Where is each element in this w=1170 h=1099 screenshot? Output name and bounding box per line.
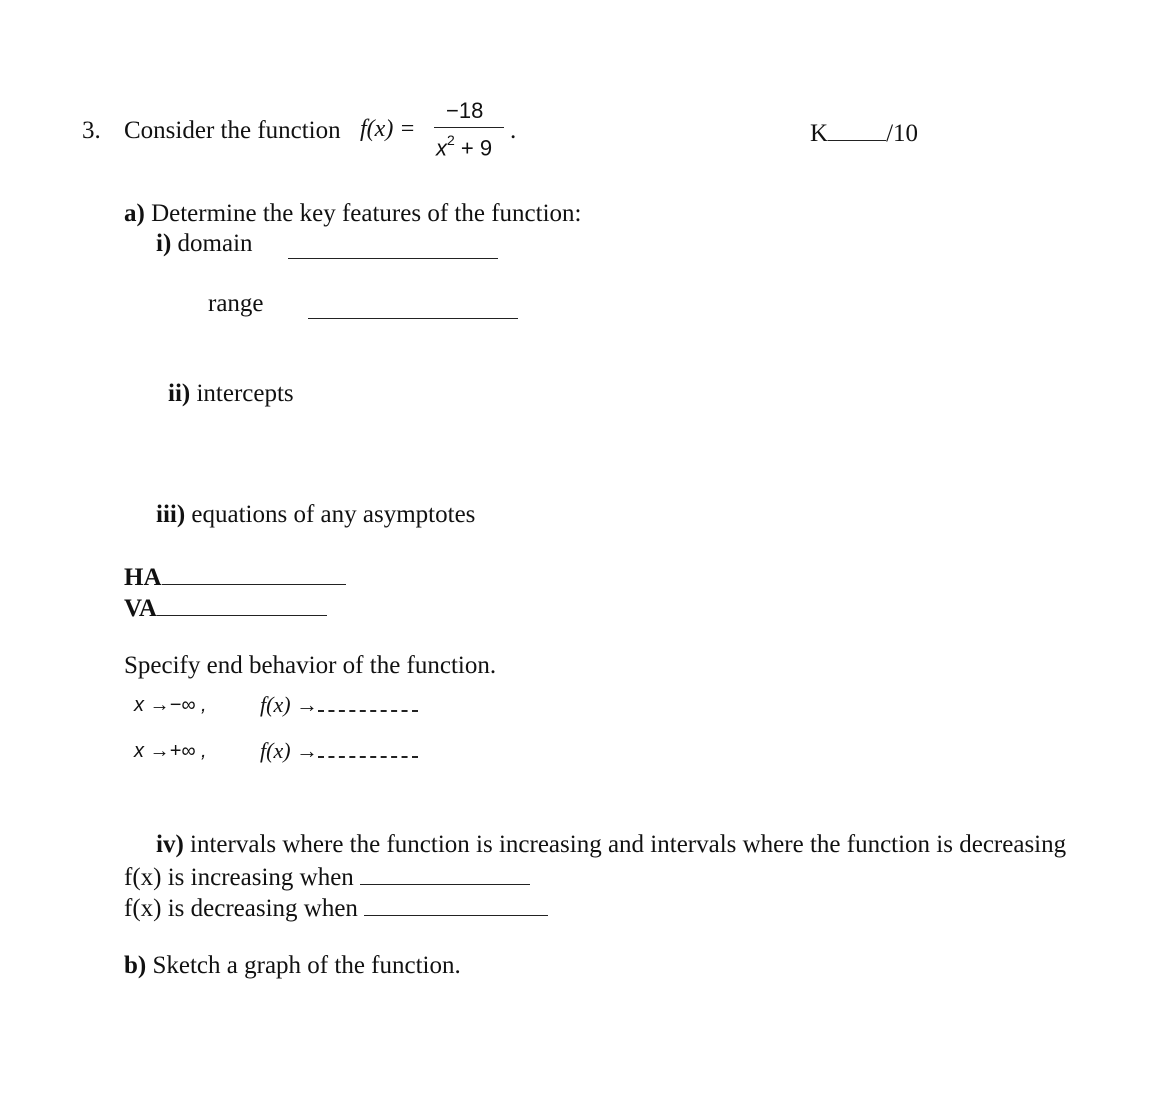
intercepts-label: intercepts xyxy=(196,380,294,407)
fraction-bar xyxy=(434,127,504,128)
denominator: $x^2 + 9$ xyxy=(436,132,493,161)
end-behavior-text: Specify end behavior of the function. xyxy=(124,652,497,679)
function-period: . xyxy=(510,117,517,144)
function-fraction xyxy=(432,98,510,168)
function-lhs: f(x) = xyxy=(360,116,416,142)
ii-label: ii) xyxy=(168,380,191,407)
score-total: /10 xyxy=(886,120,919,147)
decreasing-row xyxy=(124,891,548,924)
part-a-text: Determine the key features of the function: xyxy=(151,200,582,227)
domain-blank[interactable] xyxy=(288,236,498,259)
end-behavior-pos xyxy=(134,740,207,763)
end-behavior-pos-x: x →+∞ , xyxy=(134,740,207,762)
question-number: 3. xyxy=(82,117,101,144)
end-behavior-neg-fx-row xyxy=(260,692,418,718)
intercepts-row xyxy=(168,379,294,409)
asymptotes-label: equations of any asymptotes xyxy=(191,501,476,528)
end-behavior-neg-fx: f(x) → xyxy=(260,692,319,717)
increasing-row xyxy=(124,860,530,893)
va-blank[interactable] xyxy=(157,591,327,616)
va-label: VA xyxy=(124,595,157,622)
domain-label: domain xyxy=(177,230,253,257)
range-blank[interactable] xyxy=(308,296,518,319)
score-box xyxy=(810,116,918,149)
numerator: −18 xyxy=(446,98,484,123)
end-behavior-neg xyxy=(134,694,207,717)
iv-label: iv) xyxy=(156,831,184,858)
increasing-label: f(x) is increasing when xyxy=(124,864,354,891)
i-label: i) xyxy=(156,230,172,257)
question-intro: Consider the function xyxy=(124,117,341,144)
end-behavior-neg-blank[interactable] xyxy=(318,692,418,712)
intervals-row xyxy=(156,830,1066,860)
part-a-label: a) xyxy=(124,200,145,227)
part-b-heading xyxy=(124,951,461,981)
part-b-text: Sketch a graph of the function. xyxy=(152,952,461,979)
score-label: K xyxy=(810,120,829,147)
decreasing-label: f(x) is decreasing when xyxy=(124,895,358,922)
part-a-heading xyxy=(124,199,581,229)
ha-label: HA xyxy=(124,564,162,591)
domain-row xyxy=(156,229,253,259)
end-behavior-pos-fx-row xyxy=(260,738,418,764)
ha-row xyxy=(124,560,346,593)
end-behavior-pos-fx: f(x) → xyxy=(260,738,319,763)
intervals-label: intervals where the function is increasing and intervals where the function is decreasing xyxy=(190,831,1067,858)
increasing-blank[interactable] xyxy=(360,860,530,885)
range-label: range xyxy=(208,290,264,317)
decreasing-blank[interactable] xyxy=(364,891,548,916)
score-blank[interactable] xyxy=(828,116,886,141)
end-behavior-neg-x: x →−∞ , xyxy=(134,694,207,716)
asymptotes-row xyxy=(156,500,475,530)
iii-label: iii) xyxy=(156,501,186,528)
ha-blank[interactable] xyxy=(162,560,346,585)
end-behavior-pos-blank[interactable] xyxy=(318,738,418,758)
part-b-label: b) xyxy=(124,952,147,979)
va-row xyxy=(124,591,327,624)
